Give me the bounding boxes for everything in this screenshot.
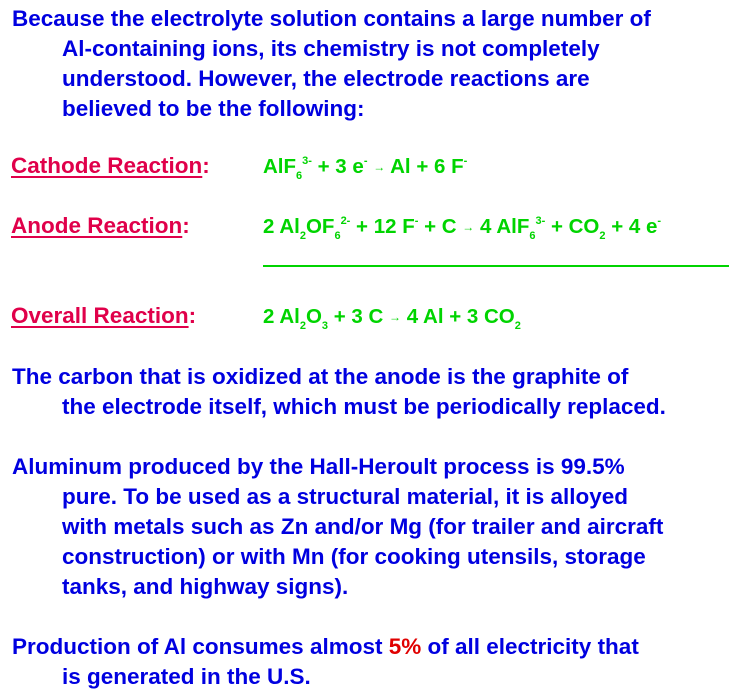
cathode-reaction-label: Cathode Reaction: (11, 153, 210, 178)
intro-line: Al-containing ions, its chemistry is not completely (62, 36, 600, 61)
aluminum-line: pure. To be used as a structural material, it is alloyed (62, 484, 629, 509)
production-line: is generated in the U.S. (62, 664, 311, 689)
carbon-line: The carbon that is oxidized at the anode is the graphite of (12, 364, 629, 389)
production-line: Production of Al consumes almost 5% of all electricity that (12, 634, 639, 659)
reaction-arrow-icon: → (462, 220, 475, 234)
sum-divider-line (263, 265, 729, 267)
reaction-arrow-icon: → (389, 310, 402, 324)
aluminum-line: construction) or with Mn (for cooking utensils, storage (62, 544, 646, 569)
aluminum-paragraph (12, 452, 747, 602)
aluminum-line: with metals such as Zn and/or Mg (for trailer and aircraft (62, 514, 664, 539)
intro-line: believed to be the following: (62, 96, 365, 121)
overall-equation: 2 $Al_2O_3 + 3$ C → 4 Al + 3 $CO_2$ (263, 305, 521, 332)
production-paragraph (12, 632, 747, 692)
intro-paragraph (12, 4, 747, 124)
anode-equation: 2 $Al_2OF_6^{2-} + 12$ F- + C → 4 $AlF_6^{3-} + CO_2 + 4$ e- (263, 215, 662, 242)
aluminum-line: Aluminum produced by the Hall-Heroult process is 99.5% (12, 454, 625, 479)
carbon-paragraph (12, 362, 747, 422)
aluminum-line: tanks, and highway signs). (62, 574, 349, 599)
reaction-arrow-icon: → (373, 160, 386, 174)
cathode-equation: AlF$_6^{3-}$ + 3 e- → Al + 6 F- (263, 155, 468, 182)
intro-line: Because the electrolyte solution contains a large number of (12, 6, 651, 31)
anode-reaction-label: Anode Reaction: (11, 213, 190, 238)
five-percent-highlight: 5% (388, 634, 422, 659)
carbon-line: the electrode itself, which must be periodically replaced. (62, 394, 666, 419)
intro-line: understood. However, the electrode reactions are (62, 66, 590, 91)
overall-reaction-label: Overall Reaction: (11, 303, 197, 328)
